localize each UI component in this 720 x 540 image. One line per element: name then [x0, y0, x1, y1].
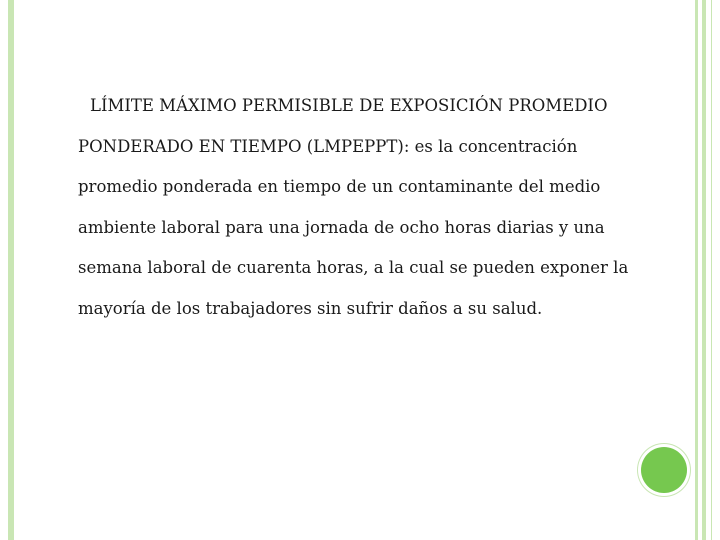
- right-border-bar-inner: [702, 0, 706, 540]
- left-border-bar: [8, 0, 14, 540]
- definition-paragraph: LÍMITE MÁXIMO PERMISIBLE DE EXPOSICIÓN PROMEDIO PONDERADO EN TIEMPO (LMPEPPT): es la concentración promedio ponderada en tiempo de un contaminante del medio ambiente laboral para una jornada de ocho horas diarias y una semana laboral de cuarenta horas, a la cual se pueden exponer la mayoría de los trabajadores sin sufrir daños a su salud.: [78, 96, 629, 318]
- right-border-line: [711, 0, 712, 540]
- green-circle-decoration: [641, 447, 687, 493]
- right-border-bar: [695, 0, 698, 540]
